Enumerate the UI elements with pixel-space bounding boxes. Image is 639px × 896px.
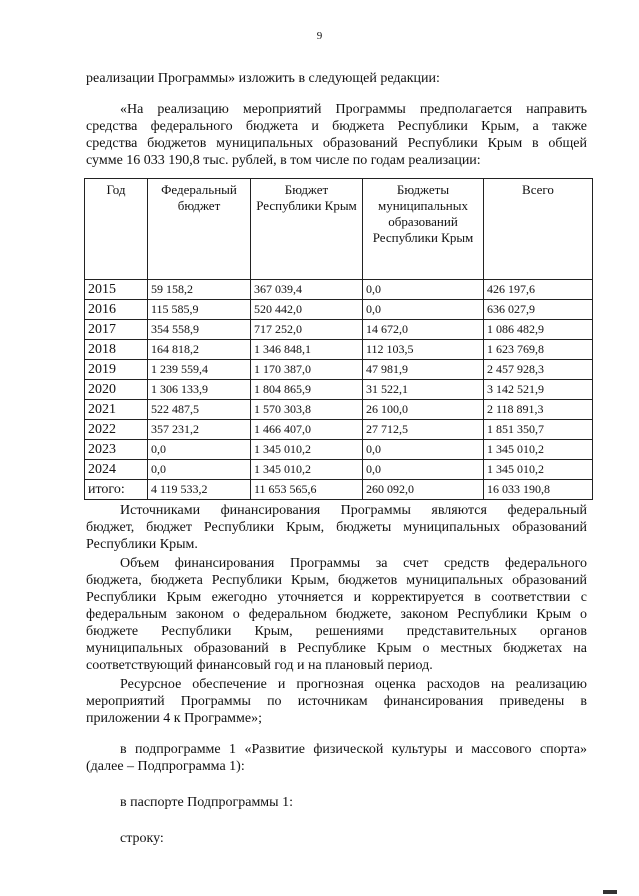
cell-total: 1 623 769,8 (484, 340, 593, 360)
table-header-row (85, 179, 593, 280)
cell-republic: 1 570 303,8 (251, 400, 363, 420)
table-row (85, 300, 593, 320)
header-municipal: Бюджеты муниципальных образований Республики Крым (363, 179, 484, 280)
para4-line-1: Ресурсное обеспечение и прогнозная оценка расходов на реализацию (120, 677, 587, 692)
para1-line-3: средства бюджетов муниципальных образований Республики Крым в общей (86, 136, 587, 151)
para3-line-2: бюджета, бюджета Республики Крым, бюджетов муниципальных образований (86, 573, 587, 588)
cell-republic: 1 466 407,0 (251, 420, 363, 440)
cell-year: 2017 (85, 320, 148, 340)
table-row (85, 340, 593, 360)
para5-line-1: в подпрограмме 1 «Развитие физической культуры и массового спорта» (120, 742, 587, 757)
cell-republic: 1 345 010,2 (251, 460, 363, 480)
para3-line-4: федеральным законом о федеральном бюджете, законом Республики Крым о (86, 607, 587, 622)
para7: строку: (120, 831, 164, 846)
cell-year: 2024 (85, 460, 148, 480)
table-row (85, 320, 593, 340)
cell-municipal: 0,0 (363, 300, 484, 320)
intro-line: реализации Программы» изложить в следующей редакции: (86, 71, 440, 86)
para1-line-4: сумме 16 033 190,8 тыс. рублей, в том числе по годам реализации: (86, 153, 481, 168)
cell-total: 426 197,6 (484, 280, 593, 300)
header-republic: Бюджет Республики Крым (251, 179, 363, 280)
table-body (85, 280, 593, 500)
cell-total: 1 345 010,2 (484, 460, 593, 480)
para5-line-2: (далее – Подпрограмма 1): (86, 759, 245, 774)
cell-republic: 1 346 848,1 (251, 340, 363, 360)
cell-total: 1 851 350,7 (484, 420, 593, 440)
cell-total: 1 345 010,2 (484, 440, 593, 460)
cell-federal: 164 818,2 (148, 340, 251, 360)
cell-year: 2019 (85, 360, 148, 380)
para3-line-6: муниципальных образований в Республике Крым о местных бюджетах на (86, 641, 587, 656)
cell-federal: 0,0 (148, 460, 251, 480)
cell-federal: 4 119 533,2 (148, 480, 251, 500)
cell-municipal: 26 100,0 (363, 400, 484, 420)
cell-municipal: 31 522,1 (363, 380, 484, 400)
para3-line-7: соответствующий финансовый год и на плановый период. (86, 658, 433, 673)
cell-year: 2023 (85, 440, 148, 460)
cell-republic: 11 653 565,6 (251, 480, 363, 500)
cell-year: 2021 (85, 400, 148, 420)
cell-federal: 59 158,2 (148, 280, 251, 300)
cell-federal: 1 239 559,4 (148, 360, 251, 380)
cell-total: 2 457 928,3 (484, 360, 593, 380)
para3-line-3: Республики Крым ежегодно уточняется и корректируется в соответствии с (86, 590, 587, 605)
para2-line-2: бюджет, бюджет Республики Крым, бюджеты муниципальных образований (86, 520, 587, 535)
table-row (85, 380, 593, 400)
cell-municipal: 260 092,0 (363, 480, 484, 500)
cell-total: 1 086 482,9 (484, 320, 593, 340)
cell-total: 636 027,9 (484, 300, 593, 320)
cell-year: 2016 (85, 300, 148, 320)
table-row (85, 440, 593, 460)
cell-year: 2015 (85, 280, 148, 300)
cell-federal: 0,0 (148, 440, 251, 460)
cell-municipal: 0,0 (363, 440, 484, 460)
cell-federal: 354 558,9 (148, 320, 251, 340)
table-row (85, 460, 593, 480)
financing-table (84, 178, 593, 500)
cell-republic: 520 442,0 (251, 300, 363, 320)
header-federal: Федеральный бюджет (148, 179, 251, 280)
cell-federal: 1 306 133,9 (148, 380, 251, 400)
page-number: 9 (316, 30, 323, 42)
table-row (85, 400, 593, 420)
cell-municipal: 112 103,5 (363, 340, 484, 360)
para3-line-5: бюджете Республики Крым, решениями представительных органов (86, 624, 587, 639)
cell-municipal: 27 712,5 (363, 420, 484, 440)
cell-total: 16 033 190,8 (484, 480, 593, 500)
scan-corner-mark (603, 890, 617, 894)
cell-republic: 1 345 010,2 (251, 440, 363, 460)
para6: в паспорте Подпрограммы 1: (120, 795, 293, 810)
table-row (85, 360, 593, 380)
cell-total: 2 118 891,3 (484, 400, 593, 420)
cell-year: 2018 (85, 340, 148, 360)
header-year: Год (85, 179, 148, 280)
cell-municipal: 47 981,9 (363, 360, 484, 380)
table-total-row (85, 480, 593, 500)
para4-line-2: мероприятий Программы по источникам финансирования приведены в (86, 694, 587, 709)
header-total: Всего (484, 179, 593, 280)
table-row (85, 280, 593, 300)
cell-municipal: 14 672,0 (363, 320, 484, 340)
para2-line-3: Республики Крым. (86, 537, 198, 552)
cell-year: 2022 (85, 420, 148, 440)
cell-republic: 367 039,4 (251, 280, 363, 300)
cell-municipal: 0,0 (363, 280, 484, 300)
cell-republic: 1 170 387,0 (251, 360, 363, 380)
table-row (85, 420, 593, 440)
cell-federal: 357 231,2 (148, 420, 251, 440)
cell-republic: 1 804 865,9 (251, 380, 363, 400)
cell-federal: 115 585,9 (148, 300, 251, 320)
cell-republic: 717 252,0 (251, 320, 363, 340)
para3-line-1: Объем финансирования Программы за счет средств федерального (120, 556, 587, 571)
cell-total-label: итого: (85, 480, 148, 500)
cell-total: 3 142 521,9 (484, 380, 593, 400)
cell-federal: 522 487,5 (148, 400, 251, 420)
para2-line-1: Источниками финансирования Программы являются федеральный (120, 503, 587, 518)
para4-line-3: приложении 4 к Программе»; (86, 711, 262, 726)
para1-line-1: «На реализацию мероприятий Программы предполагается направить (120, 102, 587, 117)
para1-line-2: средства федерального бюджета и бюджета Республики Крым, а также (86, 119, 587, 134)
cell-municipal: 0,0 (363, 460, 484, 480)
cell-year: 2020 (85, 380, 148, 400)
